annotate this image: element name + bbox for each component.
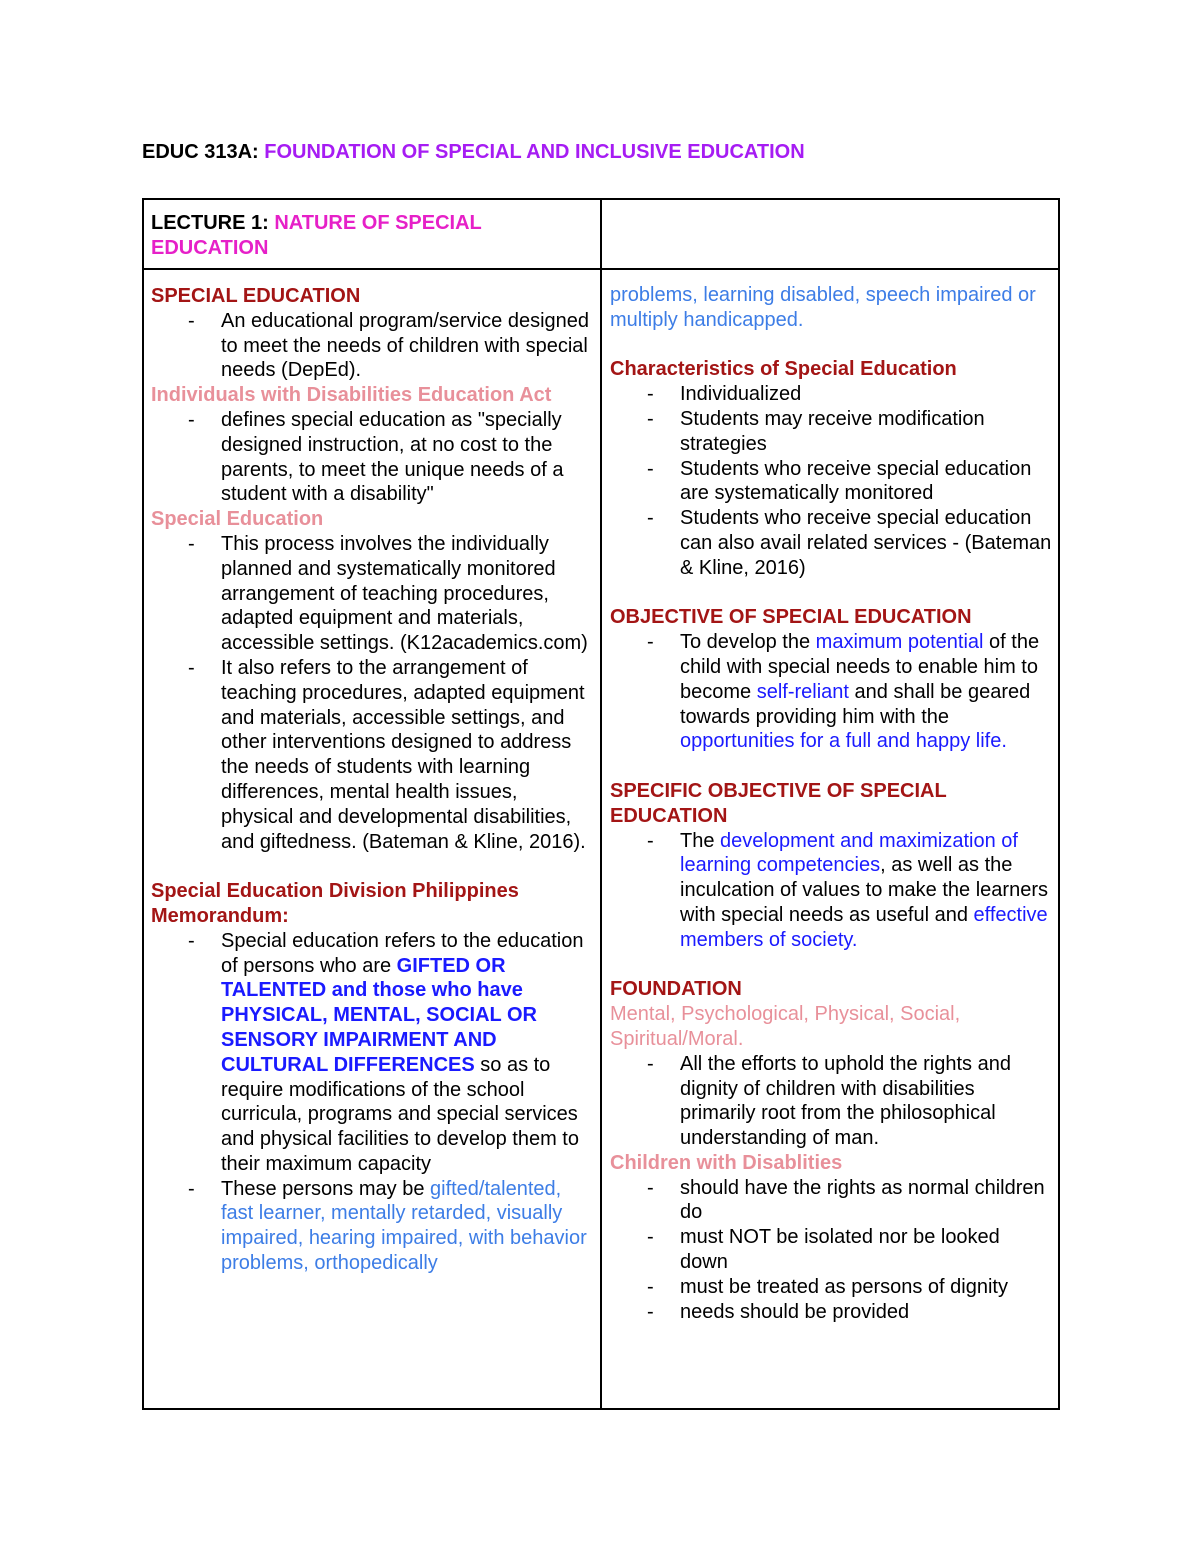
right-column xyxy=(610,283,1052,1324)
special-education-list xyxy=(151,309,591,383)
lecture-title: NATURE OF SPECIAL EDUCATION xyxy=(151,212,482,259)
objective-heading: OBJECTIVE OF SPECIAL EDUCATION xyxy=(610,606,972,629)
lecture-code: LECTURE 1: xyxy=(151,212,269,234)
list-item: - defines special education as "specially designed instruction, at no cost to the parents, to meet the unique needs of a student with a disability" xyxy=(151,408,591,507)
foundation-heading: FOUNDATION xyxy=(610,978,742,1001)
list-item: - Students may receive modification strategies xyxy=(610,407,1052,457)
course-title: FOUNDATION OF SPECIAL AND INCLUSIVE EDUCATION xyxy=(264,141,805,163)
foundation-list xyxy=(610,1052,1052,1151)
list-item: - The development and maximization of learning competencies, as well as the inculcation of values to make the learners with special needs as useful and effective members of society. xyxy=(610,829,1052,953)
list-item: - Students who receive special education are systematically monitored xyxy=(610,457,1052,507)
characteristics-list xyxy=(610,382,1052,580)
list-item: - All the efforts to uphold the rights and dignity of children with disabilities primarily root from the philosophical understanding of man. xyxy=(610,1052,1052,1151)
document-title xyxy=(142,141,805,164)
list-item: - Special education refers to the education of persons who are GIFTED OR TALENTED and those who have PHYSICAL, MENTAL, SOCIAL OR SENSORY IMPAIRMENT AND CULTURAL DIFFERENCES so as to require modifications of the school curricula, programs and special services and physical facilities to develop them to their maximum capacity xyxy=(151,929,591,1177)
list-item: - These persons may be gifted/talented, fast learner, mentally retarded, visually impaired, hearing impaired, with behavior problems, orthopedically xyxy=(151,1177,591,1276)
list-item: - needs should be provided xyxy=(610,1300,1052,1325)
left-column xyxy=(151,211,591,1276)
children-list xyxy=(610,1176,1052,1325)
children-heading: Children with Disablities xyxy=(610,1151,843,1174)
table-column-divider xyxy=(600,198,602,1410)
foundation-subtitle: Mental, Psychological, Physical, Social, Spiritual/Moral. xyxy=(610,1003,961,1050)
division-heading: Special Education Division Philippines Memorandum: xyxy=(151,880,519,927)
course-code: EDUC 313A: xyxy=(142,141,259,163)
sped-heading: Special Education xyxy=(151,508,324,531)
list-item: - To develop the maximum potential of the child with special needs to enable him to become self-reliant and shall be geared towards providing him with the opportunities for a full and happy life. xyxy=(610,630,1052,754)
continued-text: problems, learning disabled, speech impaired or multiply handicapped. xyxy=(610,284,1036,331)
characteristics-heading: Characteristics of Special Education xyxy=(610,358,957,381)
emphasis-text: GIFTED OR TALENTED and those who have PHYSICAL, MENTAL, SOCIAL OR SENSORY IMPAIRMENT AND CULTURAL DIFFERENCES xyxy=(221,954,537,1076)
list-item: - must be treated as persons of dignity xyxy=(610,1275,1052,1300)
objective-list xyxy=(610,630,1052,754)
special-education-heading: SPECIAL EDUCATION xyxy=(151,285,361,307)
sped-list xyxy=(151,532,591,854)
specific-objective-heading: SPECIFIC OBJECTIVE OF SPECIAL EDUCATION xyxy=(610,779,947,827)
list-item: - must NOT be isolated nor be looked down xyxy=(610,1225,1052,1275)
idea-list xyxy=(151,408,591,507)
list-item: - An educational program/service designed to meet the needs of children with special needs (DepEd). xyxy=(151,309,591,383)
categories-text: gifted/talented, fast learner, mentally retarded, visually impaired, hearing impaired, with behavior problems, orthopedically xyxy=(221,1177,587,1275)
idea-heading: Individuals with Disabilities Education Act xyxy=(151,384,552,407)
list-item: - It also refers to the arrangement of teaching procedures, adapted equipment and materials, accessible settings, and other interventions designed to address the needs of students with learning differences, mental health issues, physical and developmental disabilities, and giftedness. (Bateman & Kline, 2016). xyxy=(151,656,591,854)
division-list xyxy=(151,929,591,1276)
list-item: - Students who receive special education can also avail related services - (Bateman & Kline, 2016) xyxy=(610,506,1052,580)
list-item: - should have the rights as normal children do xyxy=(610,1176,1052,1226)
lecture-heading xyxy=(151,211,591,261)
specific-objective-list xyxy=(610,829,1052,953)
list-item: - This process involves the individually planned and systematically monitored arrangement of teaching procedures, adapted equipment and materials, accessible settings. (K12academics.com) xyxy=(151,532,591,656)
list-item: - Individualized xyxy=(610,382,1052,407)
